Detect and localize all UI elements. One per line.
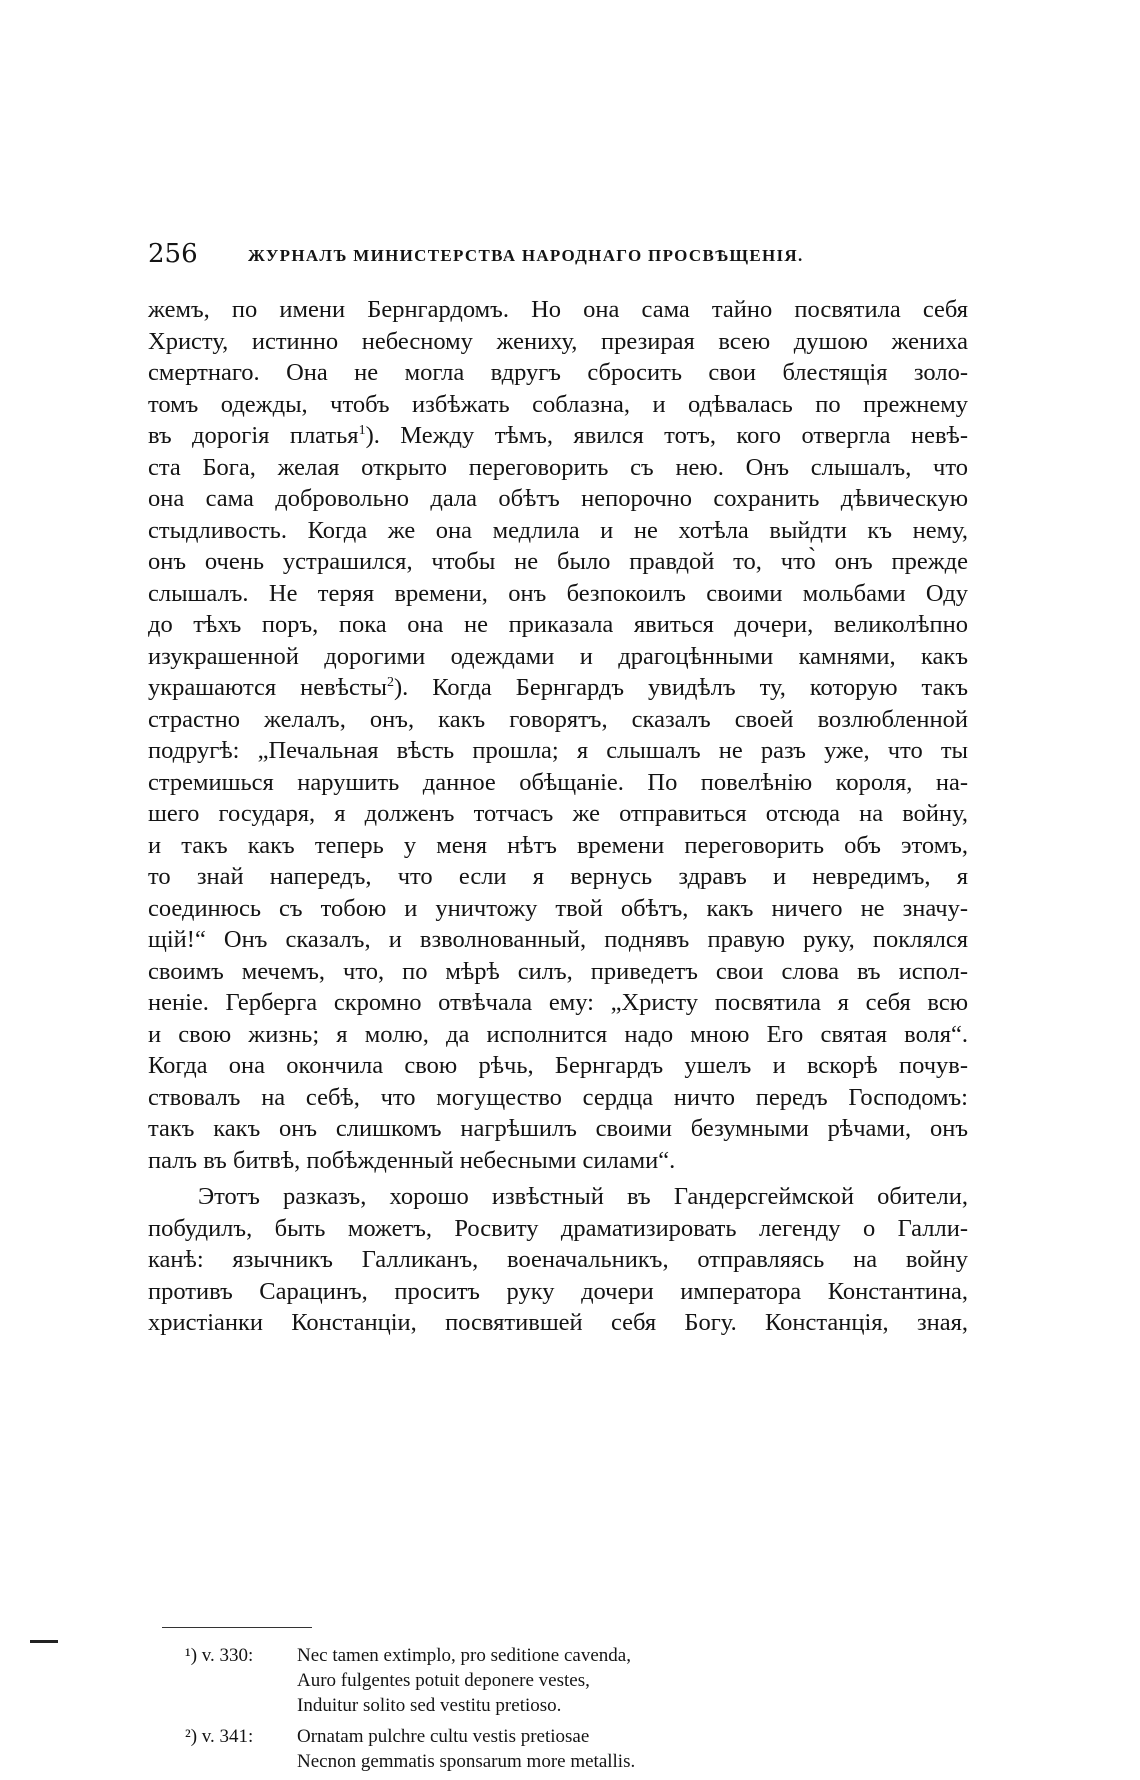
text-line: побудилъ, быть можетъ, Росвиту драматизировать легенду о Галли- (148, 1214, 968, 1242)
footnote-rule (162, 1627, 312, 1628)
page-header (148, 238, 968, 278)
text-line: смертнаго. Она не могла вдругъ сбросить свои блестящія золо- (148, 359, 968, 386)
text-line: подругѣ: „Печальная вѣсть прошла; я слышалъ не разъ уже, что ты (148, 737, 968, 764)
running-title: ЖУРНАЛЪ МИНИСТЕРСТВА НАРОДНАГО ПРОСВѢЩЕНІЯ. (248, 246, 804, 265)
footnote-verse (297, 1724, 985, 1774)
text-line: и свою жизнь; я молю, да исполнится надо мною Его святая воля“. (148, 1020, 968, 1048)
paragraph-2 (148, 1181, 968, 1339)
footnote-2 (185, 1724, 985, 1774)
footnote-ref-2: 2 (387, 675, 395, 690)
text-line: Христу, истинно небесному жениху, презирая всею душою жениха (148, 327, 968, 355)
line-text: ). Между тѣмъ, явился тотъ, кого отвергла невѣ- (365, 422, 968, 449)
text-line: ствовалъ на себѣ, что могущество сердца ничто передъ Господомъ: (148, 1083, 968, 1111)
text-line: такъ какъ онъ слишкомъ нагрѣшилъ своими безумными рѣчами, онъ (148, 1115, 968, 1142)
line-text: украшаются невѣсты (148, 674, 388, 701)
text-line: ста Бога, желая открыто переговорить съ нею. Онъ слышалъ, что (148, 453, 968, 481)
footnote-marker: ¹) v. 330: (185, 1645, 254, 1666)
text-line: христіанки Констанціи, посвятившей себя Богу. Констанція, зная, (148, 1309, 968, 1336)
text-line: то знай напередъ, что если я вернусь здравъ и невредимъ, я (148, 863, 968, 890)
footnote-line: Induitur solito sed vestitu pretioso. (297, 1695, 562, 1716)
text-line: и такъ какъ теперь у меня нѣтъ времени переговорить объ этомъ, (148, 831, 968, 859)
line-text: ). Когда Бернгардъ увидѣлъ ту, которую такъ (394, 674, 968, 701)
footnote-line: Necnon gemmatis sponsarum more metallis. (297, 1751, 636, 1772)
paragraph-1 (148, 294, 968, 1176)
text-line: своимъ мечемъ, что, по мѣрѣ силъ, приведетъ свои слова въ испол- (148, 957, 968, 985)
text-line: Когда она окончила свою рѣчь, Бернгардъ ушелъ и вскорѣ почув- (148, 1052, 968, 1079)
footnote-line: Auro fulgentes potuit deponere vestes, (297, 1670, 590, 1691)
text-line: канѣ: язычникъ Галликанъ, военачальникъ, отправляясь на войну (148, 1246, 968, 1273)
text-line: противъ Сарацинъ, проситъ руку дочери императора Константина, (148, 1277, 968, 1305)
text-line: неніе. Герберга скромно отвѣчала ему: „Христу посвятила я себя всю (148, 989, 968, 1016)
text-line: жемъ, по имени Бернгардомъ. Но она сама тайно посвятила себя (148, 296, 968, 323)
footnote-line: Nec tamen extimplo, pro seditione cavenda, (297, 1645, 631, 1666)
text-line: соединюсь съ тобою и уничтожу твой обѣтъ, какъ ничего не значу- (148, 894, 968, 922)
footnotes (185, 1643, 985, 1780)
text-line: стыдливость. Когда же она медлила и не хотѣла выйдти къ нему, (148, 516, 968, 544)
page-number: 256 (148, 239, 198, 269)
text-line: онъ очень устрашился, чтобы не было правдой то, что̀ онъ прежде (148, 548, 968, 575)
text-line: изукрашенной дорогими одеждами и драгоцѣнными камнями, какъ (148, 642, 968, 670)
footnote-marker: ²) v. 341: (185, 1726, 254, 1747)
margin-mark (30, 1640, 58, 1643)
footnote-line: Ornatam pulchre cultu vestis pretiosae (297, 1726, 590, 1747)
text-line: стремишься нарушить данное обѣщаніе. По повелѣнію короля, на- (148, 768, 968, 796)
text-line: щій!“ Онъ сказалъ, и взволнованный, поднявъ правую руку, поклялся (148, 926, 968, 953)
text-line: Этотъ разказъ, хорошо извѣстный въ Гандерсгеймской обители, (198, 1183, 968, 1210)
footnote-ref-1: 1 (358, 423, 366, 438)
text-line: томъ одежды, чтобъ избѣжать соблазна, и одѣвалась по прежнему (148, 390, 968, 418)
text-line: она сама добровольно дала обѣтъ непорочно сохранить дѣвическую (148, 485, 968, 512)
body-text (148, 294, 968, 1339)
text-line: палъ въ битвѣ, побѣжденный небесными силами“. (148, 1146, 676, 1174)
text-line: до тѣхъ поръ, пока она не приказала явиться дочери, великолѣпно (148, 611, 968, 638)
text-line: страстно желалъ, онъ, какъ говорятъ, сказалъ своей возлюбленной (148, 705, 968, 733)
text-line: шего государя, я долженъ тотчасъ же отправиться отсюда на войну, (148, 800, 968, 827)
text-line-with-footnote (148, 672, 968, 704)
text-line: слышалъ. Не теряя времени, онъ безпокоилъ своими мольбами Оду (148, 579, 968, 607)
text-line-with-footnote (148, 420, 968, 452)
line-text: въ дорогія платья (148, 422, 359, 449)
